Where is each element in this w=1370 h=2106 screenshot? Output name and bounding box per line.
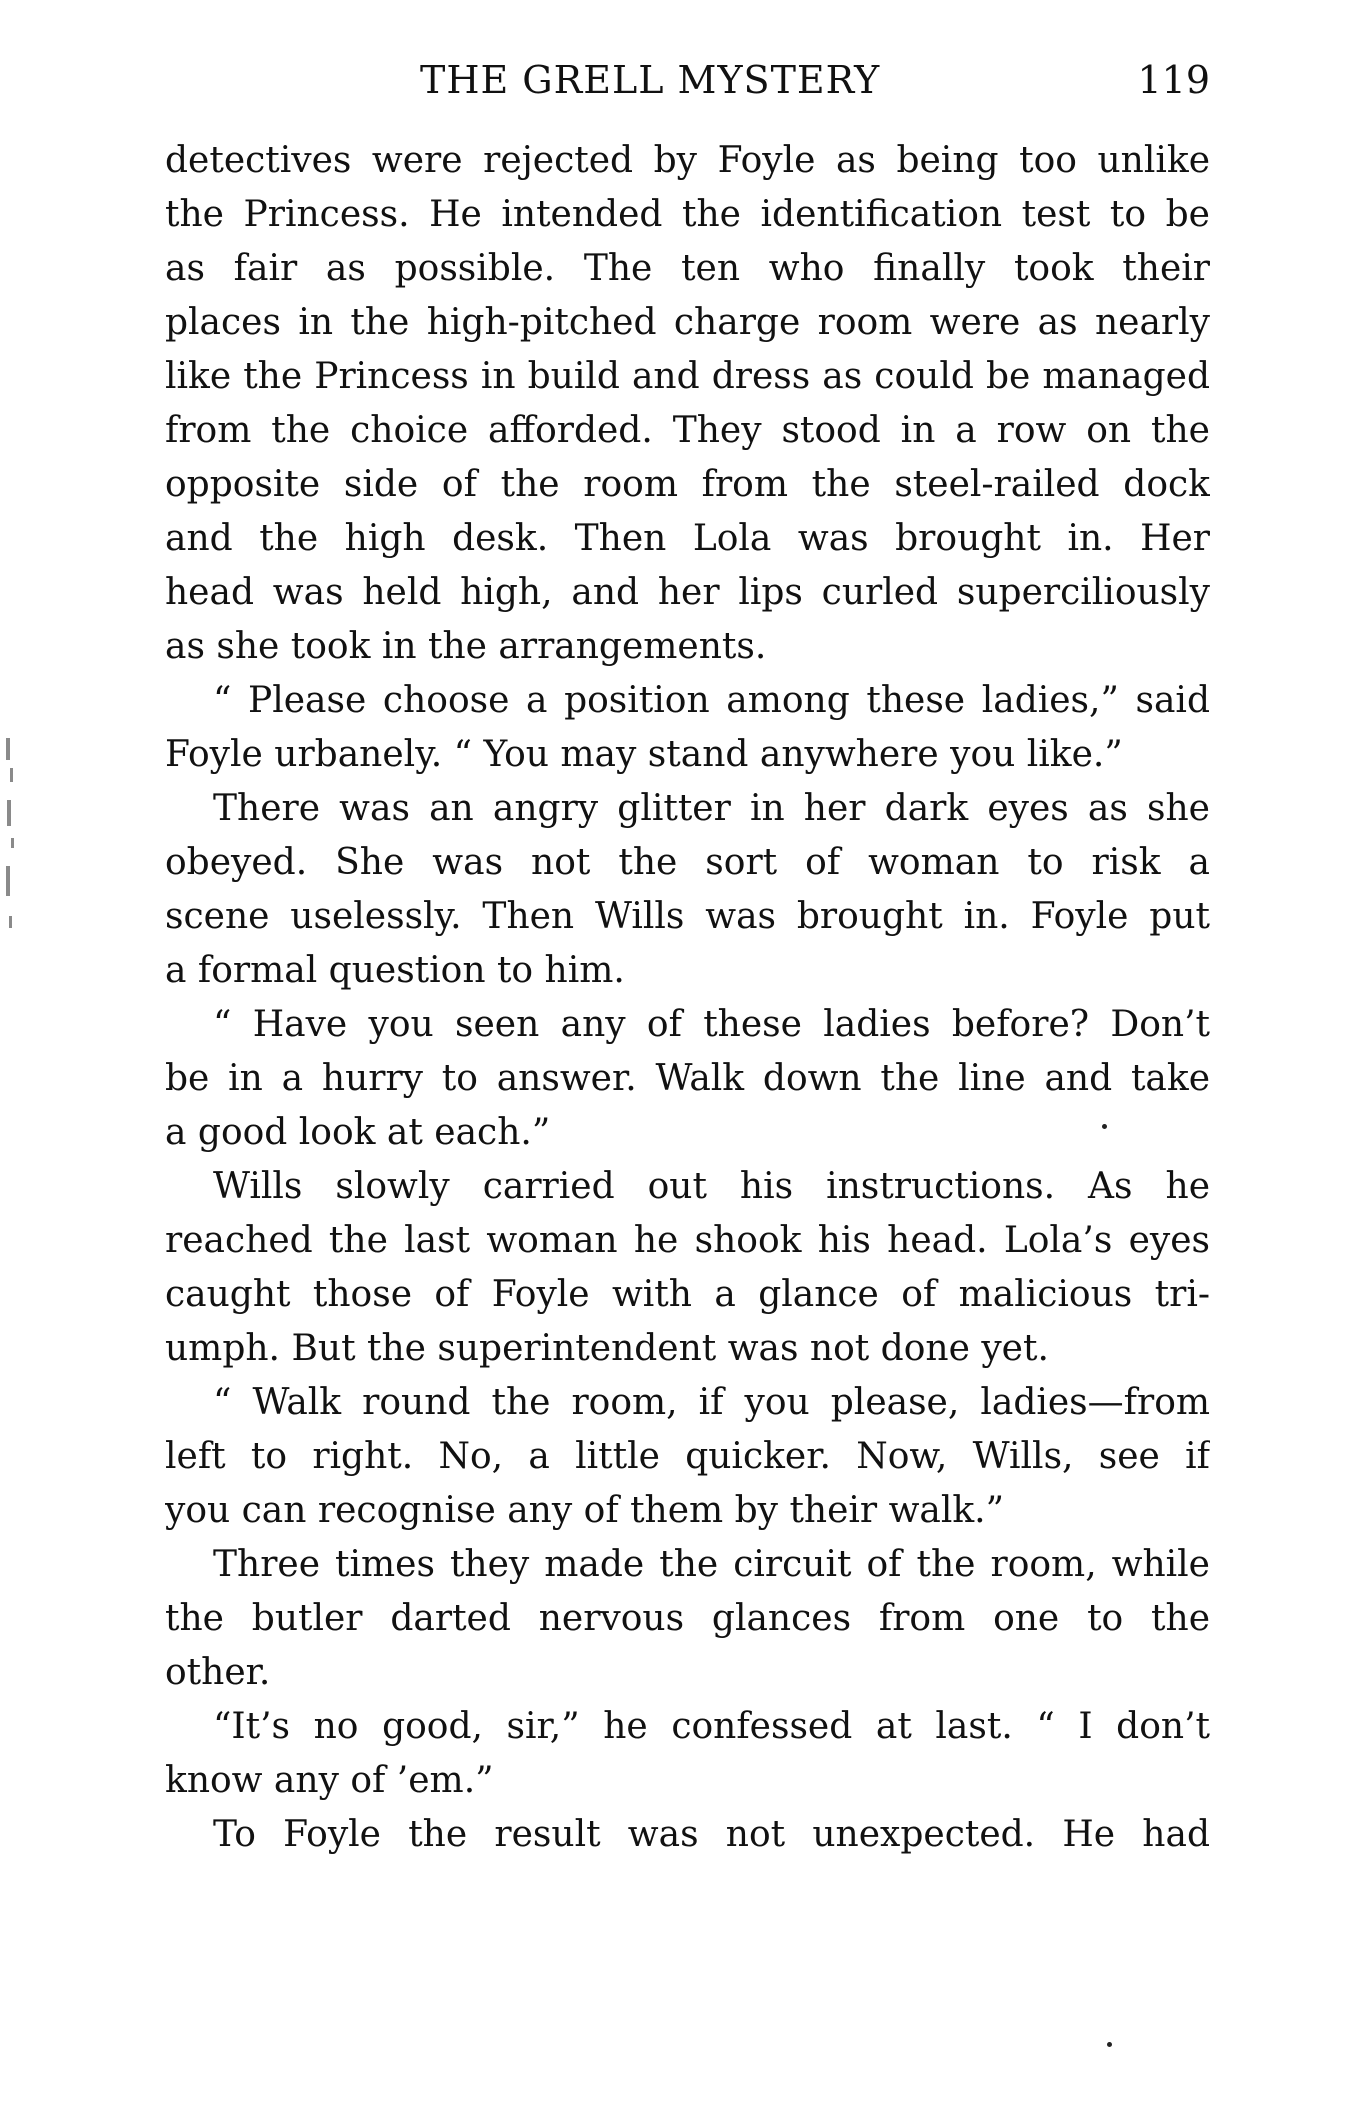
- text-line: a formal question to him.: [165, 950, 625, 991]
- text-line: know any of ’em.”: [165, 1760, 494, 1801]
- text-line: be in a hurry to answer. Walk down the line and take: [165, 1058, 1210, 1099]
- text-line: the Princess. He intended the identification test to be: [165, 194, 1210, 235]
- text-line: as she took in the arrangements.: [165, 626, 767, 667]
- text-line: opposite side of the room from the steel-railed dock: [165, 464, 1210, 505]
- text-line: umph. But the superintendent was not done yet.: [165, 1328, 1049, 1369]
- text-line: the butler darted nervous glances from one to the: [165, 1598, 1210, 1639]
- page-number: 119: [1137, 58, 1210, 102]
- text-line: obeyed. She was not the sort of woman to risk a: [165, 842, 1210, 883]
- text-line: scene uselessly. Then Wills was brought in. Foyle put: [165, 896, 1210, 937]
- text-line: “ Walk round the room, if you please, ladies—from: [213, 1382, 1210, 1423]
- stray-mark: [1107, 2042, 1112, 2047]
- text-line: Three times they made the circuit of the room, while: [213, 1544, 1210, 1585]
- text-line: head was held high, and her lips curled superciliously: [165, 572, 1210, 613]
- text-line: Wills slowly carried out his instructions. As he: [213, 1166, 1210, 1207]
- text-line: “It’s no good, sir,” he confessed at last. “ I don’t: [213, 1706, 1210, 1747]
- text-line: as fair as possible. The ten who finally took their: [165, 248, 1210, 289]
- text-line: caught those of Foyle with a glance of malicious tri-: [165, 1274, 1210, 1315]
- text-line: you can recognise any of them by their walk.”: [165, 1490, 1005, 1531]
- text-line: left to right. No, a little quicker. Now, Wills, see if: [165, 1436, 1210, 1477]
- body-text: [165, 134, 1210, 1862]
- text-line: “ Have you seen any of these ladies before? Don’t: [213, 1004, 1210, 1045]
- text-line: “ Please choose a position among these ladies,” said: [213, 680, 1210, 721]
- text-line: reached the last woman he shook his head. Lola’s eyes: [165, 1220, 1210, 1261]
- text-line: places in the high-pitched charge room were as nearly: [165, 302, 1210, 343]
- running-head: [165, 58, 1210, 108]
- text-line: detectives were rejected by Foyle as being too unlike: [165, 140, 1210, 181]
- text-line: like the Princess in build and dress as could be managed: [165, 356, 1210, 397]
- text-line: and the high desk. Then Lola was brought in. Her: [165, 518, 1210, 559]
- text-line: To Foyle the result was not unexpected. He had: [213, 1814, 1210, 1855]
- running-title: THE GRELL MYSTERY: [420, 58, 881, 102]
- text-line: other.: [165, 1652, 271, 1693]
- margin-scan-marks: [4, 738, 18, 938]
- text-line: There was an angry glitter in her dark eyes as she: [213, 788, 1210, 829]
- text-line: a good look at each.”: [165, 1112, 551, 1153]
- text-line: Foyle urbanely. “ You may stand anywhere you like.”: [165, 734, 1123, 775]
- text-line: from the choice afforded. They stood in a row on the: [165, 410, 1210, 451]
